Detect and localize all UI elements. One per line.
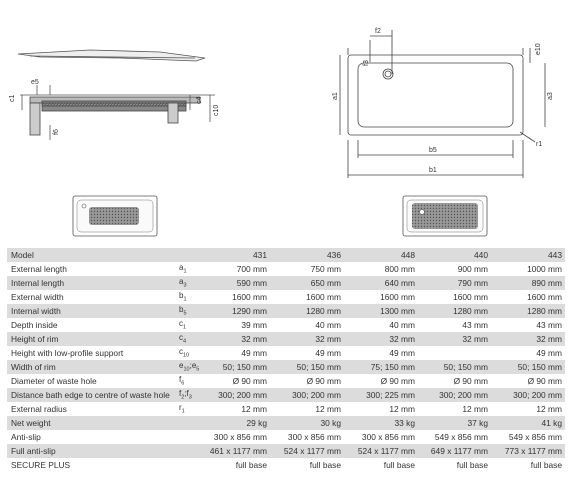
symbol-letter: a xyxy=(179,263,184,273)
row-symbol xyxy=(177,290,197,304)
label-f2: f2 xyxy=(375,28,381,35)
row-symbol xyxy=(177,430,197,444)
cell-value: 49 mm xyxy=(197,346,270,360)
cell-value: 40 mm xyxy=(270,318,344,332)
row-label: Diameter of waste hole xyxy=(7,374,177,388)
cell-value: 549 x 856 mm xyxy=(418,430,491,444)
cell-value: 300; 200 mm xyxy=(270,388,344,402)
cell-value: 50; 150 mm xyxy=(491,360,565,374)
symbol-letter: b xyxy=(179,291,184,301)
anti-slip-illustration xyxy=(73,196,157,236)
table-row xyxy=(7,360,565,374)
table-row xyxy=(7,262,565,276)
symbol-letter: b xyxy=(179,305,184,315)
cell-value: 800 mm xyxy=(344,262,418,276)
cell-value: 773 x 1177 mm xyxy=(491,444,565,458)
cell-value: 443 xyxy=(491,248,565,262)
label-c10: c10 xyxy=(213,104,220,116)
cell-value: 50; 150 mm xyxy=(270,360,344,374)
cell-value: Ø 90 mm xyxy=(270,374,344,388)
table-row xyxy=(7,388,565,402)
cell-value: 12 mm xyxy=(344,402,418,416)
cell-value xyxy=(418,346,491,360)
label-c1: c1 xyxy=(9,94,16,102)
symbol-subscript: 5 xyxy=(183,310,187,317)
technical-drawings xyxy=(0,0,570,248)
row-symbol xyxy=(177,262,197,276)
full-anti-slip-illustration xyxy=(403,196,487,236)
label-f3: f3 xyxy=(363,60,370,66)
symbol-subscript-2: 3 xyxy=(188,394,192,401)
symbol-letter: a xyxy=(179,277,184,287)
cell-value: 43 mm xyxy=(491,318,565,332)
row-label: SECURE PLUS xyxy=(7,458,177,472)
row-label: External width xyxy=(7,290,177,304)
cell-value: 440 xyxy=(418,248,491,262)
row-label: External radius xyxy=(7,402,177,416)
cell-value: 750 mm xyxy=(270,262,344,276)
cell-value: Ø 90 mm xyxy=(491,374,565,388)
table-row xyxy=(7,430,565,444)
cell-value: 49 mm xyxy=(270,346,344,360)
symbol-subscript: 10 xyxy=(183,352,190,359)
symbol-subscript: 3 xyxy=(183,282,187,289)
plan-labels xyxy=(332,28,554,174)
cell-value: 448 xyxy=(344,248,418,262)
cell-value: 32 mm xyxy=(491,332,565,346)
cell-value: full base xyxy=(197,458,270,472)
cell-value: full base xyxy=(418,458,491,472)
row-label: Depth inside xyxy=(7,318,177,332)
cell-value: 890 mm xyxy=(491,276,565,290)
cell-value: 436 xyxy=(270,248,344,262)
symbol-letter: f xyxy=(179,375,182,385)
cell-value: 49 mm xyxy=(491,346,565,360)
cell-value: 549 x 856 mm xyxy=(491,430,565,444)
cell-value: 32 mm xyxy=(270,332,344,346)
row-symbol: $f_2;f_3$ xyxy=(177,388,197,402)
cell-value: 12 mm xyxy=(270,402,344,416)
cell-value: 43 mm xyxy=(418,318,491,332)
cell-value: 900 mm xyxy=(418,262,491,276)
side-profile-thin xyxy=(18,50,205,61)
label-e10: e10 xyxy=(535,43,542,55)
specification-table-body xyxy=(7,248,565,472)
row-symbol xyxy=(177,416,197,430)
cell-value: 590 mm xyxy=(197,276,270,290)
table-row xyxy=(7,346,565,360)
label-a1: a1 xyxy=(332,92,339,100)
table-row xyxy=(7,290,565,304)
symbol-subscript: 1 xyxy=(183,268,187,275)
symbol-subscript: 6 xyxy=(181,380,185,387)
cell-value: full base xyxy=(491,458,565,472)
row-label: Internal length xyxy=(7,276,177,290)
row-symbol xyxy=(177,458,197,472)
symbol-letter: c xyxy=(179,347,183,357)
cell-value: 12 mm xyxy=(197,402,270,416)
symbol-letter: c xyxy=(179,333,183,343)
symbol-subscript: 10 xyxy=(183,366,190,373)
symbol-subscript: 1 xyxy=(183,296,187,303)
cell-value: 1600 mm xyxy=(491,290,565,304)
row-label: Distance bath edge to centre of waste hole xyxy=(7,388,177,402)
symbol-subscript: 2 xyxy=(181,394,185,401)
cell-value: 41 kg xyxy=(491,416,565,430)
cell-value: 32 mm xyxy=(418,332,491,346)
cell-value: 75; 150 mm xyxy=(344,360,418,374)
table-row xyxy=(7,276,565,290)
cell-value: 1280 mm xyxy=(270,304,344,318)
table-row xyxy=(7,444,565,458)
plan-view-drawing xyxy=(340,30,545,178)
cell-value: 33 kg xyxy=(344,416,418,430)
cell-value: Ø 90 mm xyxy=(197,374,270,388)
symbol-letter-2: e xyxy=(191,361,197,371)
row-label: Internal width xyxy=(7,304,177,318)
cell-value: 1300 mm xyxy=(344,304,418,318)
symbol-letter: c xyxy=(179,319,183,329)
cell-value: 700 mm xyxy=(197,262,270,276)
cell-value: 29 kg xyxy=(197,416,270,430)
row-label: Width of rim xyxy=(7,360,177,374)
symbol-subscript: 1 xyxy=(181,408,185,415)
row-label: Net weight xyxy=(7,416,177,430)
cell-value: 30 kg xyxy=(270,416,344,430)
cell-value: 524 x 1177 mm xyxy=(344,444,418,458)
cell-value: full base xyxy=(344,458,418,472)
row-symbol xyxy=(177,248,197,262)
cell-value: 1000 mm xyxy=(491,262,565,276)
symbol-subscript: 4 xyxy=(183,338,187,345)
cell-value: 300; 225 mm xyxy=(344,388,418,402)
label-b1: b1 xyxy=(429,167,437,174)
cell-value: 1600 mm xyxy=(270,290,344,304)
cell-value: 524 x 1177 mm xyxy=(270,444,344,458)
cell-value: Ø 90 mm xyxy=(418,374,491,388)
cell-value: 300; 200 mm xyxy=(197,388,270,402)
cell-value: full base xyxy=(270,458,344,472)
table-row xyxy=(7,402,565,416)
cell-value: 790 mm xyxy=(418,276,491,290)
row-label: Height of rim xyxy=(7,332,177,346)
cell-value: 40 mm xyxy=(344,318,418,332)
row-symbol xyxy=(177,304,197,318)
cell-value: 37 kg xyxy=(418,416,491,430)
cell-value: 1290 mm xyxy=(197,304,270,318)
table-row xyxy=(7,332,565,346)
cell-value: 1280 mm xyxy=(491,304,565,318)
specification-table xyxy=(7,248,565,472)
cell-value: 1600 mm xyxy=(197,290,270,304)
cell-value: 1280 mm xyxy=(418,304,491,318)
cross-section-drawing xyxy=(20,85,215,140)
table-row xyxy=(7,416,565,430)
row-symbol xyxy=(177,374,197,388)
cell-value: 300 x 856 mm xyxy=(344,430,418,444)
cell-value: Ø 90 mm xyxy=(344,374,418,388)
cell-value: 1600 mm xyxy=(418,290,491,304)
label-b5: b5 xyxy=(429,147,437,154)
cell-value: 32 mm xyxy=(197,332,270,346)
table-row xyxy=(7,374,565,388)
cell-value: 300; 200 mm xyxy=(418,388,491,402)
table-row xyxy=(7,248,565,262)
cell-value: 39 mm xyxy=(197,318,270,332)
row-symbol xyxy=(177,276,197,290)
cell-value: 12 mm xyxy=(491,402,565,416)
row-label: Height with low-profile support xyxy=(7,346,177,360)
cell-value: 50; 150 mm xyxy=(418,360,491,374)
table-row xyxy=(7,304,565,318)
label-c4: c4 xyxy=(196,96,203,104)
symbol-letter: f xyxy=(179,389,182,399)
cell-value: 12 mm xyxy=(418,402,491,416)
symbol-letter: r xyxy=(179,403,182,413)
symbol-letter-2: f xyxy=(186,389,189,399)
label-f6: f6 xyxy=(53,129,60,135)
row-symbol xyxy=(177,332,197,346)
cell-value: 49 mm xyxy=(344,346,418,360)
table-row xyxy=(7,318,565,332)
row-label: Model xyxy=(7,248,177,262)
label-r1: r1 xyxy=(536,141,543,148)
row-symbol: $e_{10};e_5$ xyxy=(179,361,200,373)
table-row xyxy=(7,458,565,472)
cell-value: 649 x 1177 mm xyxy=(418,444,491,458)
symbol-subscript-2: 5 xyxy=(196,366,200,373)
row-label: Anti-slip xyxy=(7,430,177,444)
symbol-subscript: 1 xyxy=(183,324,187,331)
row-label: External length xyxy=(7,262,177,276)
cell-value: 650 mm xyxy=(270,276,344,290)
cell-value: 300 x 856 mm xyxy=(197,430,270,444)
cell-value: 461 x 1177 mm xyxy=(197,444,270,458)
row-symbol xyxy=(177,444,197,458)
cell-value: 300; 200 mm xyxy=(491,388,565,402)
cell-value: 32 mm xyxy=(344,332,418,346)
row-symbol xyxy=(177,402,197,416)
cell-value: 300 x 856 mm xyxy=(270,430,344,444)
cell-value: 1600 mm xyxy=(344,290,418,304)
row-symbol xyxy=(177,346,197,360)
label-a3: a3 xyxy=(547,92,554,100)
row-label: Full anti-slip xyxy=(7,444,177,458)
label-e5: e5 xyxy=(31,79,39,86)
cell-value: 50; 150 mm xyxy=(197,360,270,374)
cell-value: 640 mm xyxy=(344,276,418,290)
cell-value: 431 xyxy=(197,248,270,262)
row-symbol xyxy=(177,318,197,332)
symbol-letter: e xyxy=(179,361,184,371)
